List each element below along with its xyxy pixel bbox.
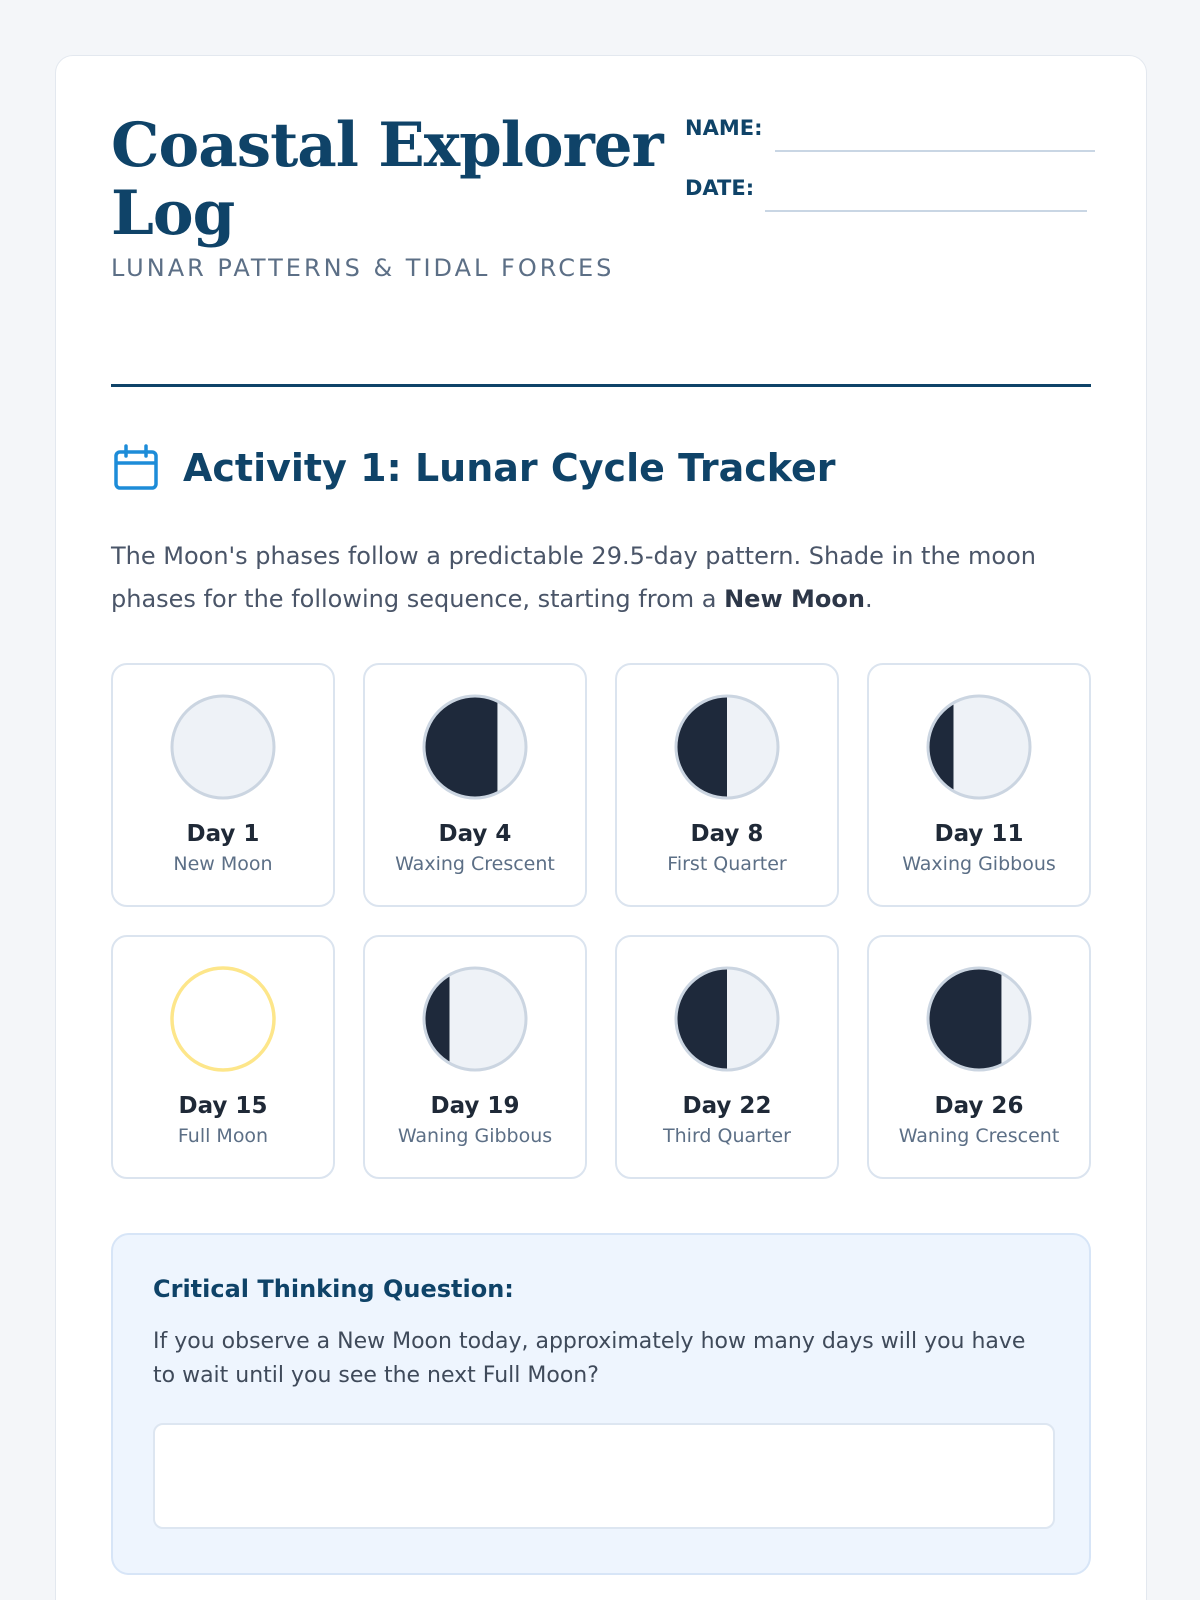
moon-card[interactable] — [111, 935, 335, 1179]
moon-phase-name: Waning Crescent — [898, 1125, 1060, 1147]
date-line[interactable] — [765, 210, 1087, 212]
name-line[interactable] — [775, 150, 1095, 152]
moon-shadow — [676, 696, 727, 798]
moon-day-label: Day 1 — [186, 821, 260, 847]
answer-box[interactable] — [153, 1423, 1055, 1529]
moon-card[interactable] — [111, 663, 335, 907]
moon-shadow — [424, 696, 497, 798]
moon-card[interactable] — [615, 663, 839, 907]
question-title: Critical Thinking Question: — [153, 1275, 514, 1303]
intro-bold: New Moon — [724, 585, 865, 613]
moon-phase-icon[interactable] — [925, 693, 1033, 801]
name-field[interactable] — [685, 116, 1095, 176]
moon-day-label: Day 26 — [934, 1093, 1024, 1119]
moon-card[interactable] — [867, 663, 1091, 907]
moon-phase-name: New Moon — [173, 853, 273, 875]
moon-card[interactable] — [363, 935, 587, 1179]
activity-title: Activity 1: Lunar Cycle Tracker — [183, 446, 836, 490]
date-field[interactable] — [685, 176, 1095, 236]
moon-phase-name: Third Quarter — [663, 1125, 791, 1147]
student-fields — [685, 116, 1095, 236]
page-title: Coastal Explorer Log — [111, 110, 663, 249]
moon-phase-name: First Quarter — [667, 853, 787, 875]
moon-shadow — [928, 968, 1001, 1070]
critical-thinking-box — [111, 1233, 1091, 1575]
moon-phase-name: Waxing Gibbous — [902, 853, 1056, 875]
activity-heading — [111, 443, 1091, 493]
date-label: DATE: — [685, 176, 755, 200]
moon-day-label: Day 19 — [430, 1093, 520, 1119]
moon-day-label: Day 15 — [178, 1093, 268, 1119]
moon-card[interactable] — [363, 663, 587, 907]
moon-phase-icon[interactable] — [925, 965, 1033, 1073]
moon-day-label: Day 11 — [934, 821, 1024, 847]
moon-day-label: Day 8 — [690, 821, 764, 847]
moon-phase-name: Waning Gibbous — [397, 1125, 553, 1147]
moon-phase-icon[interactable] — [421, 965, 529, 1073]
page-subtitle: LUNAR PATTERNS & TIDAL FORCES — [111, 254, 615, 282]
moon-day-label: Day 4 — [438, 821, 512, 847]
intro-text: The Moon's phases follow a predictable 29.5-day pattern. Shade in the moon phases for the following sequence, starting from a — [111, 542, 1037, 613]
moon-phase-icon[interactable] — [169, 693, 277, 801]
moon-card[interactable] — [615, 935, 839, 1179]
question-text: If you observe a New Moon today, approximately how many days will you have to wait until you see the next Full Moon? — [153, 1329, 1026, 1388]
moon-card[interactable] — [867, 935, 1091, 1179]
moon-phase-icon[interactable] — [673, 965, 781, 1073]
moon-day-label: Day 22 — [682, 1093, 772, 1119]
worksheet — [55, 55, 1147, 1600]
moon-phase-name: Waxing Crescent — [395, 853, 555, 875]
moon-phase-icon[interactable] — [421, 693, 529, 801]
name-label: NAME: — [685, 116, 763, 140]
worksheet-header — [111, 112, 1091, 387]
moon-shadow — [676, 968, 727, 1070]
moon-phase-icon[interactable] — [169, 965, 277, 1073]
moon-phase-icon[interactable] — [673, 693, 781, 801]
moon-phase-name: Full Moon — [177, 1125, 269, 1147]
moon-phase-grid — [111, 663, 1091, 1179]
activity-instructions — [111, 535, 1071, 621]
full-moon-disc — [172, 968, 274, 1070]
calendar-icon — [111, 443, 161, 493]
intro-end: . — [864, 585, 873, 613]
